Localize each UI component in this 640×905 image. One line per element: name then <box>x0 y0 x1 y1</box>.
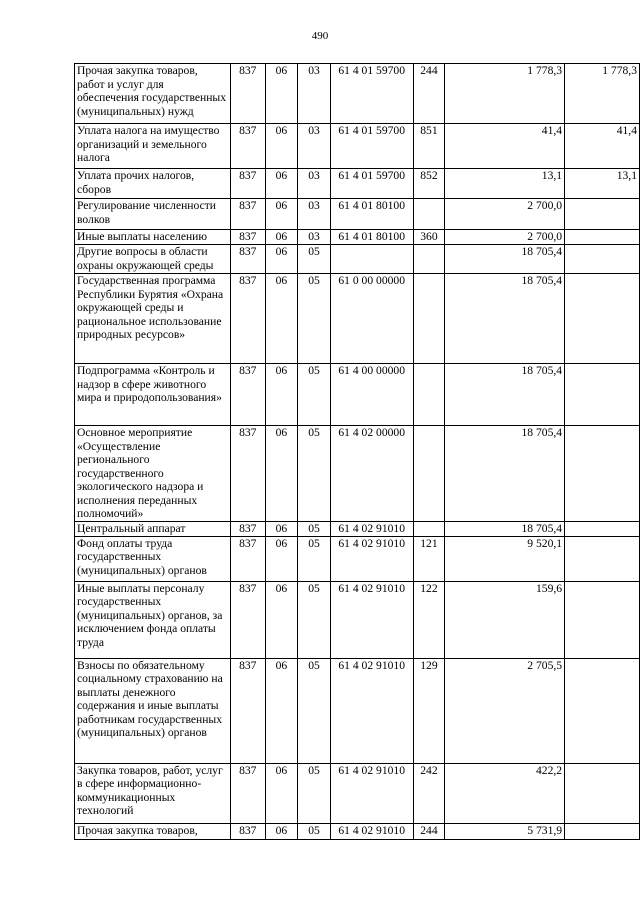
subsection-code: 03 <box>298 169 331 199</box>
subsection-code: 05 <box>298 763 331 823</box>
row-name: Государственная программа Республики Бурятия «Охрана окружающей среды и рациональное использование природных ресурсов» <box>75 274 231 364</box>
section-code: 06 <box>265 364 298 426</box>
row-name: Взносы по обязательному социальному страхованию на выплаты денежного содержания и иные выплаты работникам государственных (муниципальных) органов <box>75 658 231 763</box>
expense-type-code <box>413 426 445 522</box>
row-name: Другие вопросы в области охраны окружающей среды <box>75 245 231 274</box>
target-article-code: 61 4 01 80100 <box>330 199 413 230</box>
section-code: 06 <box>265 823 298 839</box>
subsection-code: 05 <box>298 364 331 426</box>
section-code: 06 <box>265 658 298 763</box>
page-number: 490 <box>311 30 329 42</box>
subsection-code: 05 <box>298 245 331 274</box>
ministry-code: 837 <box>230 581 265 658</box>
table-row <box>75 763 640 823</box>
sum-value: 2 700,0 <box>445 230 565 245</box>
sum-value: 41,4 <box>445 124 565 169</box>
sum-value-2 <box>565 581 640 658</box>
ministry-code: 837 <box>230 763 265 823</box>
target-article-code: 61 4 01 59700 <box>330 64 413 124</box>
target-article-code: 61 4 02 91010 <box>330 581 413 658</box>
expense-type-code: 851 <box>413 124 445 169</box>
sum-value-2 <box>565 230 640 245</box>
target-article-code: 61 4 02 91010 <box>330 536 413 581</box>
expense-type-code <box>413 245 445 274</box>
expense-type-code <box>413 199 445 230</box>
section-code: 06 <box>265 521 298 536</box>
row-name: Иные выплаты населению <box>75 230 231 245</box>
section-code: 06 <box>265 274 298 364</box>
ministry-code: 837 <box>230 521 265 536</box>
section-code: 06 <box>265 124 298 169</box>
subsection-code: 05 <box>298 536 331 581</box>
section-code: 06 <box>265 199 298 230</box>
expense-type-code <box>413 364 445 426</box>
ministry-code: 837 <box>230 364 265 426</box>
sum-value: 18 705,4 <box>445 274 565 364</box>
sum-value-2 <box>565 521 640 536</box>
row-name: Подпрограмма «Контроль и надзор в сфере животного мира и природопользования» <box>75 364 231 426</box>
target-article-code: 61 4 02 91010 <box>330 763 413 823</box>
sum-value: 9 520,1 <box>445 536 565 581</box>
ministry-code: 837 <box>230 124 265 169</box>
sum-value: 18 705,4 <box>445 364 565 426</box>
subsection-code: 05 <box>298 274 331 364</box>
subsection-code: 03 <box>298 124 331 169</box>
target-article-code: 61 4 01 59700 <box>330 124 413 169</box>
section-code: 06 <box>265 245 298 274</box>
table-row <box>75 658 640 763</box>
ministry-code: 837 <box>230 230 265 245</box>
section-code: 06 <box>265 169 298 199</box>
table-row <box>75 521 640 536</box>
sum-value: 159,6 <box>445 581 565 658</box>
table-row <box>75 199 640 230</box>
ministry-code: 837 <box>230 536 265 581</box>
expense-type-code <box>413 274 445 364</box>
subsection-code: 03 <box>298 199 331 230</box>
sum-value-2: 1 778,3 <box>565 64 640 124</box>
expense-type-code: 360 <box>413 230 445 245</box>
sum-value-2: 13,1 <box>565 169 640 199</box>
target-article-code: 61 4 02 91010 <box>330 823 413 839</box>
table-row <box>75 364 640 426</box>
sum-value-2 <box>565 245 640 274</box>
expense-type-code: 852 <box>413 169 445 199</box>
sum-value: 2 705,5 <box>445 658 565 763</box>
target-article-code: 61 4 02 91010 <box>330 521 413 536</box>
ministry-code: 837 <box>230 274 265 364</box>
sum-value: 18 705,4 <box>445 245 565 274</box>
table-row <box>75 230 640 245</box>
table-row <box>75 124 640 169</box>
ministry-code: 837 <box>230 426 265 522</box>
table-row <box>75 536 640 581</box>
section-code: 06 <box>265 763 298 823</box>
row-name: Закупка товаров, работ, услуг в сфере информационно-коммуникационных технологий <box>75 763 231 823</box>
target-article-code: 61 4 00 00000 <box>330 364 413 426</box>
section-code: 06 <box>265 581 298 658</box>
table-row <box>75 274 640 364</box>
expense-type-code: 242 <box>413 763 445 823</box>
sum-value-2 <box>565 426 640 522</box>
sum-value: 18 705,4 <box>445 521 565 536</box>
sum-value-2 <box>565 364 640 426</box>
row-name: Центральный аппарат <box>75 521 231 536</box>
target-article-code <box>330 245 413 274</box>
sum-value-2 <box>565 274 640 364</box>
table-row <box>75 245 640 274</box>
subsection-code: 03 <box>298 230 331 245</box>
sum-value: 1 778,3 <box>445 64 565 124</box>
sum-value: 5 731,9 <box>445 823 565 839</box>
row-name: Иные выплаты персоналу государственных (муниципальных) органов, за исключением фонда оплаты труда <box>75 581 231 658</box>
row-name: Прочая закупка товаров, работ и услуг для обеспечения государственных (муниципальных) нужд <box>75 64 231 124</box>
expense-type-code: 244 <box>413 64 445 124</box>
ministry-code: 837 <box>230 658 265 763</box>
target-article-code: 61 4 01 59700 <box>330 169 413 199</box>
target-article-code: 61 4 02 00000 <box>330 426 413 522</box>
section-code: 06 <box>265 230 298 245</box>
table-row <box>75 426 640 522</box>
expense-type-code: 122 <box>413 581 445 658</box>
target-article-code: 61 0 00 00000 <box>330 274 413 364</box>
row-name: Фонд оплаты труда государственных (муниципальных) органов <box>75 536 231 581</box>
subsection-code: 05 <box>298 581 331 658</box>
row-name: Уплата прочих налогов, сборов <box>75 169 231 199</box>
ministry-code: 837 <box>230 823 265 839</box>
sum-value: 18 705,4 <box>445 426 565 522</box>
sum-value: 2 700,0 <box>445 199 565 230</box>
expense-type-code: 129 <box>413 658 445 763</box>
sum-value: 13,1 <box>445 169 565 199</box>
expense-type-code: 244 <box>413 823 445 839</box>
expense-type-code <box>413 521 445 536</box>
table-row <box>75 64 640 124</box>
ministry-code: 837 <box>230 245 265 274</box>
subsection-code: 05 <box>298 823 331 839</box>
target-article-code: 61 4 02 91010 <box>330 658 413 763</box>
row-name: Основное мероприятие «Осуществление регионального государственного экологического надзора и исполнения переданных полномочий» <box>75 426 231 522</box>
sum-value-2: 41,4 <box>565 124 640 169</box>
sum-value-2 <box>565 823 640 839</box>
table-row <box>75 581 640 658</box>
target-article-code: 61 4 01 80100 <box>330 230 413 245</box>
subsection-code: 05 <box>298 521 331 536</box>
sum-value-2 <box>565 199 640 230</box>
table-row <box>75 823 640 839</box>
subsection-code: 05 <box>298 658 331 763</box>
table-row <box>75 169 640 199</box>
ministry-code: 837 <box>230 199 265 230</box>
subsection-code: 03 <box>298 64 331 124</box>
subsection-code: 05 <box>298 426 331 522</box>
sum-value-2 <box>565 658 640 763</box>
sum-value-2 <box>565 536 640 581</box>
ministry-code: 837 <box>230 169 265 199</box>
section-code: 06 <box>265 426 298 522</box>
expense-type-code: 121 <box>413 536 445 581</box>
section-code: 06 <box>265 64 298 124</box>
budget-table <box>74 63 640 840</box>
row-name: Прочая закупка товаров, <box>75 823 231 839</box>
sum-value: 422,2 <box>445 763 565 823</box>
sum-value-2 <box>565 763 640 823</box>
ministry-code: 837 <box>230 64 265 124</box>
row-name: Регулирование численности волков <box>75 199 231 230</box>
section-code: 06 <box>265 536 298 581</box>
row-name: Уплата налога на имущество организаций и земельного налога <box>75 124 231 169</box>
